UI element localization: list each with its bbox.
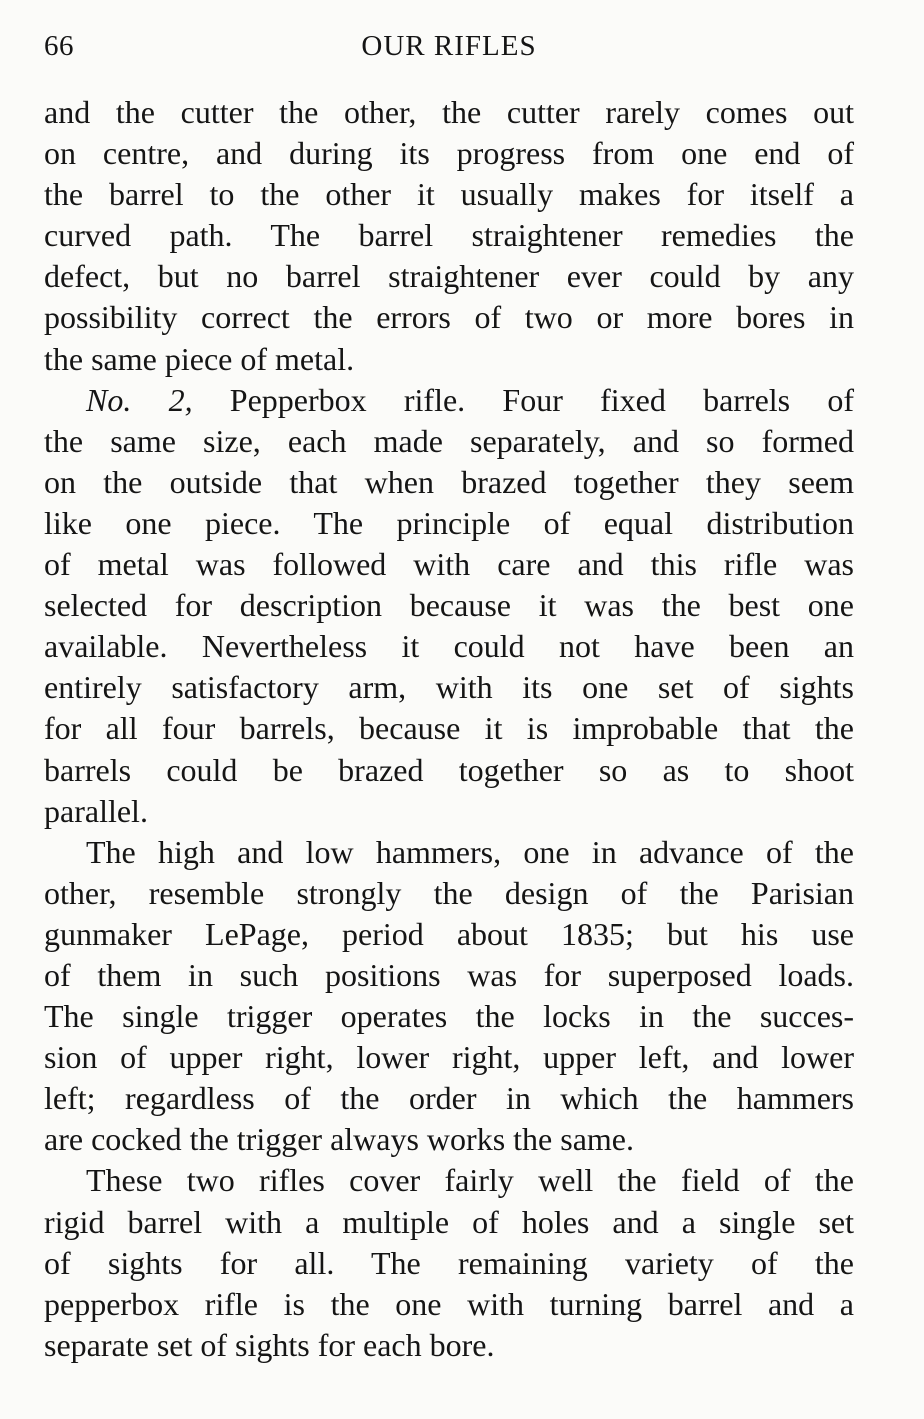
text-line: curved path. The barrel straightener remedies the — [44, 217, 854, 254]
text-line — [44, 380, 854, 421]
text-line: on the outside that when brazed together they seem — [44, 463, 854, 500]
text-line: sion of upper right, lower right, upper left, and lower — [44, 1039, 854, 1076]
text-line: separate set of sights for each bore. — [44, 1326, 495, 1363]
text-line: the barrel to the other it usually makes for itself a — [44, 176, 854, 213]
text-line: entirely satisfactory arm, with its one set of sights — [44, 669, 854, 706]
text-line: for all four barrels, because it is improbable that the — [44, 710, 854, 747]
text-line: on centre, and during its progress from one end of — [44, 135, 854, 172]
text-line: other, resemble strongly the design of the Parisian — [44, 874, 854, 911]
text-line: defect, but no barrel straightener ever could by any — [44, 258, 854, 295]
text-line: The single trigger operates the locks in the succes- — [44, 998, 854, 1035]
text-line: of metal was followed with care and this rifle was — [44, 546, 854, 583]
page-number: 66 — [44, 30, 74, 62]
page-header — [44, 30, 854, 70]
paragraph-4 — [44, 1160, 854, 1365]
text-line: rigid barrel with a multiple of holes and a single set — [44, 1203, 854, 1240]
text-line: pepperbox rifle is the one with turning barrel and a — [44, 1285, 854, 1322]
text-line-rest: Pepperbox rifle. Four fixed barrels of — [192, 381, 855, 418]
text-line: of sights for all. The remaining variety of the — [44, 1244, 854, 1281]
text-line: are cocked the trigger always works the same. — [44, 1121, 634, 1158]
text-line: barrels could be brazed together so as to shoot — [44, 751, 854, 788]
body-text — [44, 92, 854, 1366]
text-line: gunmaker LePage, period about 1835; but his use — [44, 915, 854, 952]
text-line: the same size, each made separately, and so formed — [44, 422, 854, 459]
italic-lead: No. 2, — [86, 381, 193, 418]
paragraph-2 — [44, 380, 854, 832]
text-line: the same piece of metal. — [44, 340, 355, 377]
text-line: of them in such positions was for superposed loads. — [44, 956, 854, 993]
text-line: selected for description because it was the best one — [44, 587, 854, 624]
paragraph-3 — [44, 832, 854, 1161]
paragraph-1 — [44, 92, 854, 380]
text-line: parallel. — [44, 792, 148, 829]
text-line: available. Nevertheless it could not have been an — [44, 628, 854, 665]
text-line: These two rifles cover fairly well the field of the — [86, 1162, 854, 1199]
text-line: The high and low hammers, one in advance of the — [86, 833, 854, 870]
text-line: and the cutter the other, the cutter rarely comes out — [44, 94, 854, 130]
running-head: OUR RIFLES — [361, 30, 537, 62]
text-line: left; regardless of the order in which the hammers — [44, 1080, 854, 1117]
text-line: possibility correct the errors of two or more bores in — [44, 299, 854, 336]
text-line: like one piece. The principle of equal distribution — [44, 504, 854, 541]
